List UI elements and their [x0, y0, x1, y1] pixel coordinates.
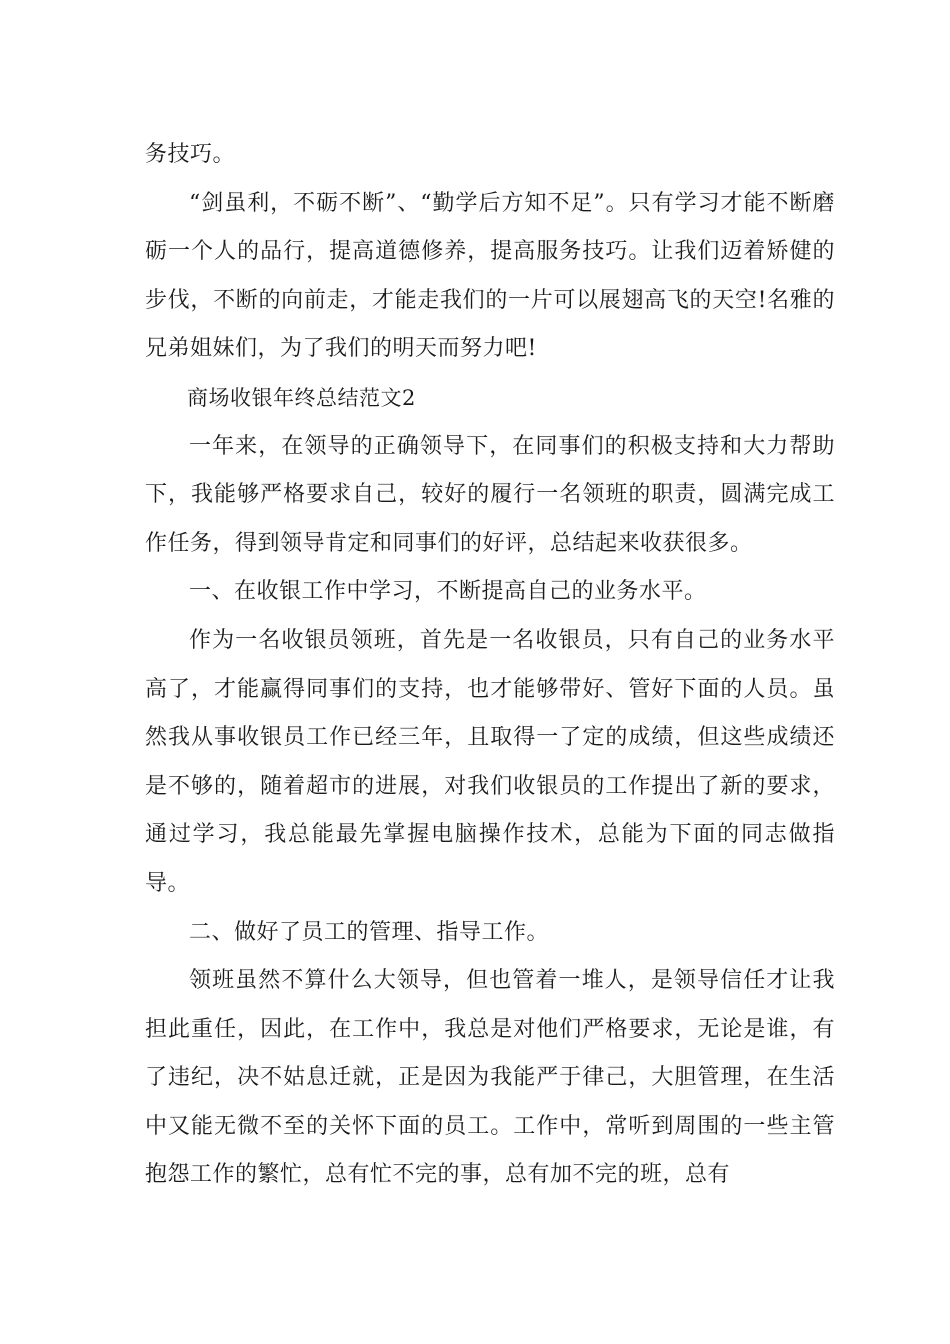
paragraph-section-1: 作为一名收银员领班，首先是一名收银员，只有自己的业务水平高了，才能赢得同事们的支持，也才能够带好、管好下面的人员。虽然我从事收银员工作已经三年，且取得一了定的成绩，但这些成绩还是不够的，随着超市的进展，对我们收银员的工作提出了新的要求，通过学习，我总能最先掌握电脑操作技术，总能为下面的同志做指导。	[145, 627, 835, 896]
document-body	[145, 131, 835, 1200]
paragraph-quote: “剑虽利，不砺不断”、“勤学后方知不足”。只有学习才能不断磨砺一个人的品行，提高道德修养，提高服务技巧。让我们迈着矫健的步伐，不断的向前走，才能走我们的一片可以展翅高飞的天空!名雅的兄弟姐妹们，为了我们的明天而努力吧!	[145, 190, 835, 362]
paragraph-intro: 一年来，在领导的正确领导下，在同事们的积极支持和大力帮助下，我能够严格要求自己，较好的履行一名领班的职责，圆满完成工作任务，得到领导肯定和同事们的好评，总结起来收获很多。	[145, 433, 835, 556]
paragraph-section-2: 领班虽然不算什么大领导，但也管着一堆人，是领导信任才让我担此重任，因此，在工作中，我总是对他们严格要求，无论是谁，有了违纪，决不姑息迁就，正是因为我能严于律己，大胆管理，在生活中又能无微不至的关怀下面的员工。工作中，常听到周围的一些主管抱怨工作的繁忙，总有忙不完的事，总有加不完的班，总有	[145, 968, 835, 1188]
section-title: 商场收银年终总结范文2	[187, 385, 416, 410]
paragraph-continued: 务技巧。	[145, 142, 236, 167]
section-heading-2: 二、做好了员工的管理、指导工作。	[189, 919, 550, 945]
section-heading-1: 一、在收银工作中学习，不断提高自己的业务水平。	[189, 579, 707, 605]
